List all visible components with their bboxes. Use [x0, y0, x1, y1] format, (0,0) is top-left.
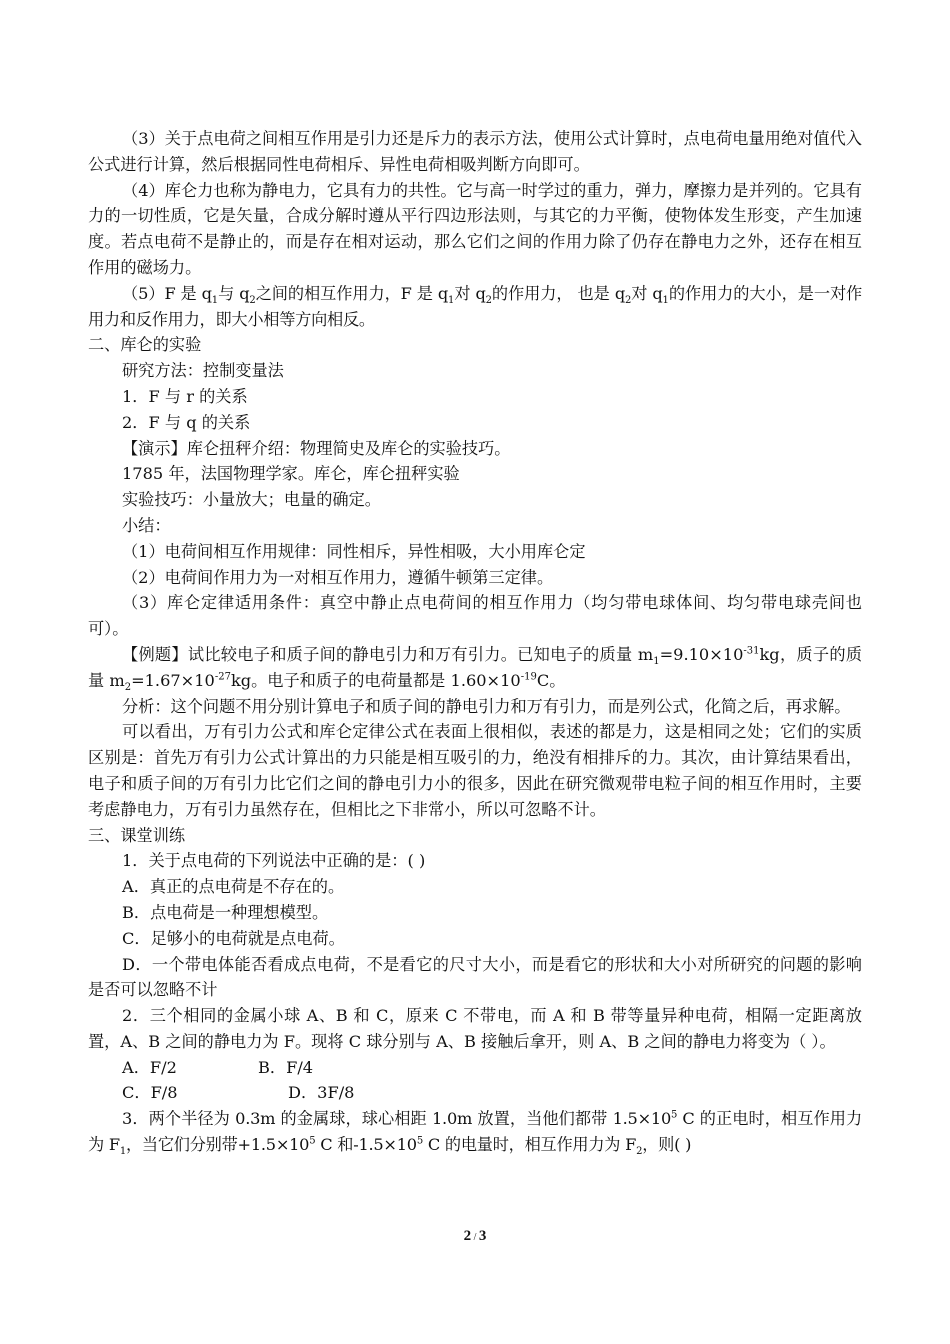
page-number: [0, 1228, 950, 1245]
question-1-option-a: A．真正的点电荷是不存在的。: [122, 877, 345, 897]
paragraph-point-4: （4）库仑力也称为静电力，它具有力的共性。它与高一时学过的重力，弹力，摩擦力是并列的。它具有力的一切性质，它是矢量，合成分解时遵从平行四边形法则，与其它的力平衡，使物体发生形变，产生加速度。若点电荷不是静止的，而是存在相对运动，那么它们之间的作用力除了仍存在静电力之外，还存在相互作用的磁场力。: [88, 180, 862, 277]
question-2-options-row-1: [88, 1055, 862, 1081]
question-3-stem: 3．两个半径为 0.3m 的金属球，球心相距 1.0m 放置，当他们都带 $1.5\times 10^5$ C 的正电时，相互作用力为 $F_1$，当它们分别带$+1.5\times 10^5$ C 和$-1.5\times 10^5$ C 的电量时，相互作用力为 $F_2$，则( ): [88, 1109, 862, 1158]
question-1-option-c: C．足够小的电荷就是点电荷。: [122, 928, 345, 948]
question-2-option-d: D．3F/8: [288, 1083, 355, 1103]
document-page: [88, 126, 862, 1158]
question-2-option-c: C．F/8: [122, 1083, 178, 1103]
total-pages: 3: [478, 1228, 487, 1244]
current-page: 2: [463, 1228, 472, 1244]
example-conclusion: 可以看出，万有引力公式和库仑定律公式在表面上很相似，表述的都是力，这是相同之处；它们的实质区别是：首先万有引力公式计算出的力只能是相互吸引的力，绝没有相排斥的力。其次，由计算结果看出，电子和质子间的万有引力比它们之间的静电引力小的很多，因此在研究微观带电粒子间的相互作用时，主要考虑静电力，万有引力虽然存在，但相比之下非常小，所以可忽略不计。: [88, 722, 862, 819]
question-2-options-row-2: [88, 1080, 862, 1106]
section-heading-exercises: 三、课堂训练: [88, 825, 186, 845]
demo-note: 【演示】库仑扭秤介绍：物理简史及库仑的实验技巧。: [122, 438, 511, 458]
summary-label: 小结：: [122, 515, 171, 535]
technique-note: 实验技巧：小量放大；电量的确定。: [122, 490, 381, 510]
question-1-option-d: D．一个带电体能否看成点电荷，不是看它的尺寸大小，而是看它的形状和大小对所研究的问题的影响是否可以忽略不计: [88, 954, 862, 1000]
question-1-stem: 1．关于点电荷的下列说法中正确的是：( ): [122, 851, 426, 871]
paragraph-point-5: （5）F 是 $q_1$与 $q_2$之间的相互作用力，F 是 $q_1$对 $q_2$的作用力， 也是 $q_2$对 $q_1$的作用力的大小，是一对作用力和反作用力，即大小相等方向相反。: [88, 283, 862, 329]
list-item: 1．F 与 r 的关系: [122, 386, 248, 406]
history-note: 1785 年，法国物理学家。库仑，库仑扭秤实验: [122, 464, 460, 484]
summary-item: （2）电荷间作用力为一对相互作用力，遵循牛顿第三定律。: [122, 567, 554, 587]
question-2-option-b: B．F/4: [258, 1057, 314, 1077]
section-heading-experiment: 二、库仑的实验: [88, 335, 202, 355]
summary-item: （3）库仑定律适用条件：真空中静止点电荷间的相互作用力（均匀带电球体间、均匀带电球壳间也可）。: [88, 593, 862, 639]
example-problem: 【例题】试比较电子和质子间的静电引力和万有引力。已知电子的质量 $m_1=9.10\times 10^{-31}kg$，质子的质量 $m_2=1.67\times 10^{-27}kg$。电子和质子的电荷量都是 $1.60\times 10^{-19}C$。: [88, 644, 863, 693]
page-separator: /: [471, 1232, 479, 1243]
research-method: 研究方法：控制变量法: [122, 361, 284, 381]
list-item: 2．F 与 q 的关系: [122, 412, 251, 432]
example-analysis: 分析：这个问题不用分别计算电子和质子间的静电引力和万有引力，而是列公式，化简之后，再求解。: [122, 696, 851, 716]
question-1-option-b: B．点电荷是一种理想模型。: [122, 902, 329, 922]
question-2-option-a: A．F/2: [122, 1057, 177, 1077]
paragraph-point-3: （3）关于点电荷之间相互作用是引力还是斥力的表示方法，使用公式计算时，点电荷电量用绝对值代入公式进行计算，然后根据同性电荷相斥、异性电荷相吸判断方向即可。: [88, 129, 862, 174]
summary-item: （1）电荷间相互作用规律：同性相斥，异性相吸，大小用库仑定: [122, 541, 586, 561]
question-2-stem: 2．三个相同的金属小球 A、B 和 C，原来 C 不带电，而 A 和 B 带等量异种电荷，相隔一定距离放置，A、B 之间的静电力为 F。现将 C 球分别与 A、B 接触后拿开，则 A、B 之间的静电力将变为（ ）。: [88, 1006, 862, 1051]
